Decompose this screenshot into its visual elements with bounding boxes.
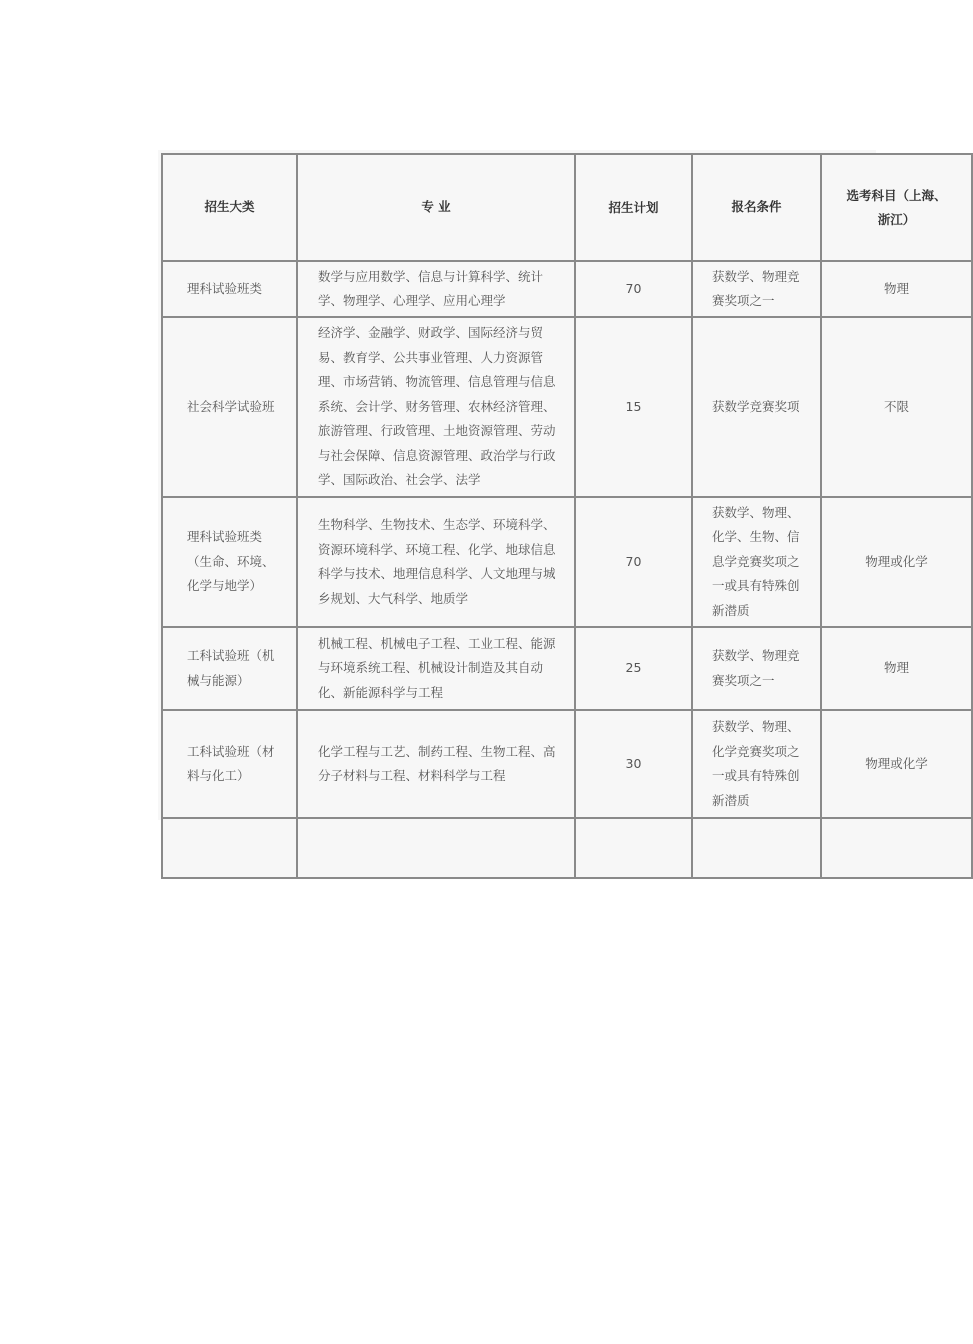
header-subjects: 选考科目（上海、浙江） xyxy=(821,154,972,261)
cell-major: 机械工程、机械电子工程、工业工程、能源与环境系统工程、机械设计制造及其自动化、新能源科学与工程 xyxy=(297,627,575,710)
cell-plan: 70 xyxy=(575,261,692,317)
cell-empty xyxy=(575,818,692,878)
cell-category: 理科试验班类（生命、环境、化学与地学） xyxy=(162,497,297,627)
cell-subjects: 物理或化学 xyxy=(821,710,972,818)
cell-empty xyxy=(821,818,972,878)
cell-subjects: 物理 xyxy=(821,627,972,710)
cell-category: 社会科学试验班 xyxy=(162,317,297,497)
table-row-cut-off xyxy=(162,818,972,878)
table-row xyxy=(162,627,972,710)
table-header-row xyxy=(162,154,972,261)
cell-category: 工科试验班（材料与化工） xyxy=(162,710,297,818)
cell-category: 理科试验班类 xyxy=(162,261,297,317)
cell-conditions: 获数学竞赛奖项 xyxy=(692,317,821,497)
cell-conditions: 获数学、物理、化学、生物、信息学竞赛奖项之一或具有特殊创新潜质 xyxy=(692,497,821,627)
cell-major: 生物科学、生物技术、生态学、环境科学、资源环境科学、环境工程、化学、地球信息科学与技术、地理信息科学、人文地理与城乡规划、大气科学、地质学 xyxy=(297,497,575,627)
cell-empty xyxy=(692,818,821,878)
table-row xyxy=(162,317,972,497)
cell-conditions: 获数学、物理竞赛奖项之一 xyxy=(692,261,821,317)
cell-plan: 30 xyxy=(575,710,692,818)
cell-major: 化学工程与工艺、制药工程、生物工程、高分子材料与工程、材料科学与工程 xyxy=(297,710,575,818)
cell-conditions: 获数学、物理竞赛奖项之一 xyxy=(692,627,821,710)
header-major: 专 业 xyxy=(297,154,575,261)
header-category: 招生大类 xyxy=(162,154,297,261)
cell-empty xyxy=(162,818,297,878)
cell-empty xyxy=(297,818,575,878)
header-conditions: 报名条件 xyxy=(692,154,821,261)
table-row xyxy=(162,710,972,818)
cell-major: 数学与应用数学、信息与计算科学、统计学、物理学、心理学、应用心理学 xyxy=(297,261,575,317)
table-row xyxy=(162,261,972,317)
cell-category: 工科试验班（机械与能源） xyxy=(162,627,297,710)
admission-table xyxy=(161,153,973,879)
cell-conditions: 获数学、物理、化学竞赛奖项之一或具有特殊创新潜质 xyxy=(692,710,821,818)
cell-plan: 15 xyxy=(575,317,692,497)
cell-subjects: 不限 xyxy=(821,317,972,497)
admission-table-frame xyxy=(158,150,947,820)
table-row xyxy=(162,497,972,627)
cell-plan: 25 xyxy=(575,627,692,710)
cell-subjects: 物理 xyxy=(821,261,972,317)
cell-plan: 70 xyxy=(575,497,692,627)
cell-subjects: 物理或化学 xyxy=(821,497,972,627)
cell-major: 经济学、金融学、财政学、国际经济与贸易、教育学、公共事业管理、人力资源管理、市场营销、物流管理、信息管理与信息系统、会计学、财务管理、农林经济管理、旅游管理、行政管理、土地资源管理、劳动与社会保障、信息资源管理、政治学与行政学、国际政治、社会学、法学 xyxy=(297,317,575,497)
header-plan: 招生计划 xyxy=(575,154,692,261)
